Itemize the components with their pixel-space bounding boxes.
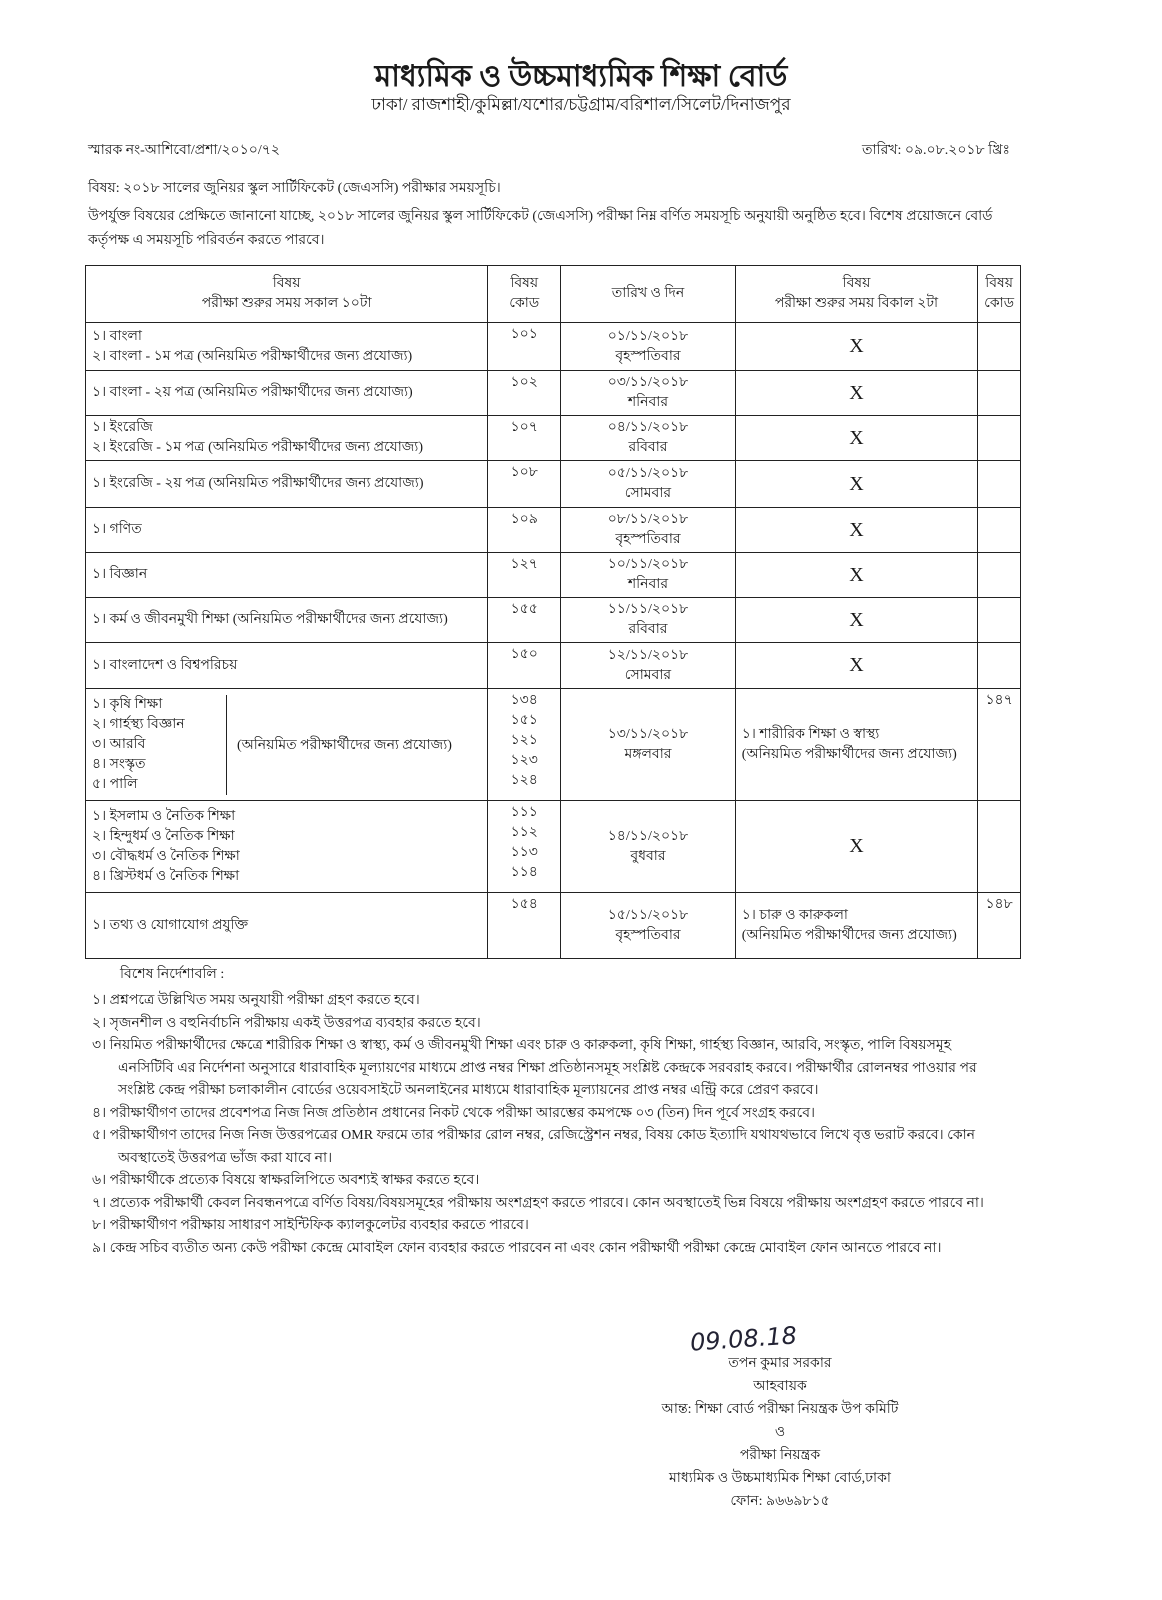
subject-code: ১০৯ xyxy=(510,512,538,527)
afternoon-subject-cell xyxy=(735,508,977,553)
subject-item: ১। ইংরেজি xyxy=(92,420,153,435)
table-row xyxy=(86,461,1021,508)
table-row xyxy=(86,323,1021,371)
morning-subject-cell xyxy=(86,461,488,508)
afternoon-code-cell xyxy=(978,461,1021,508)
morning-subject-cell xyxy=(86,323,488,371)
header-afternoon-subject: বিষয় পরীক্ষা শুরুর সময় বিকাল ২টা xyxy=(735,266,977,323)
no-exam-mark: X xyxy=(849,608,864,631)
subject-item: ১। ইংরেজি - ২য় পত্র (অনিয়মিত পরীক্ষার্থীদের জন্য প্রযোজ্য) xyxy=(92,476,424,491)
board-title: মাধ্যমিক ও উচ্চমাধ্যমিক শিক্ষা বোর্ড xyxy=(374,60,788,93)
instruction-item: ৫। পরীক্ষার্থীগণ তাদের নিজ নিজ উত্তরপত্রের OMR ফরমে তার পরীক্ষার রোল নম্বর, রেজিস্ট্রেশন নম্বর, বিষয় কোড ইত্যাদি যথাযথভাবে লিখে বৃত্ত ভরাট করবে। কোন অবস্থাতেই উত্তরপত্র ভাঁজ করা যাবে না। xyxy=(92,1128,976,1166)
signatory-and: ও xyxy=(774,1425,786,1440)
instruction-item: ৬। পরীক্ষার্থীকে প্রত্যেক বিষয়ে স্বাক্ষরলিপিতে অবশ্যই স্বাক্ষর করতে হবে। xyxy=(92,1173,480,1188)
subject-code: ১২৭ xyxy=(510,557,538,572)
afternoon-code-cell xyxy=(978,508,1021,553)
subject-code: ১৫৪ xyxy=(510,897,538,912)
subject-item: ১। বিজ্ঞান xyxy=(92,567,148,582)
exam-day: রবিবার xyxy=(628,440,668,455)
afternoon-code-cell: ১৪৮ xyxy=(978,893,1021,959)
date-cell xyxy=(561,508,736,553)
morning-subject-cell xyxy=(86,893,488,959)
document-date: তারিখ: ০৯.০৮.২০১৮ খ্রিঃ xyxy=(862,143,1010,158)
afternoon-subject-cell xyxy=(735,598,977,643)
subject-item: ১। বাংলা - ২য় পত্র (অনিয়মিত পরীক্ষার্থীদের জন্য প্রযোজ্য) xyxy=(92,385,413,400)
signatory-role: আহবায়ক xyxy=(753,1379,807,1394)
subject-code: ১১৪ xyxy=(510,865,538,880)
afternoon-subject-cell xyxy=(735,801,977,893)
instruction-item: ৩। নিয়মিত পরীক্ষার্থীদের ক্ষেত্রে শারীরিক শিক্ষা ও স্বাস্থ্য, কর্ম ও জীবনমুখী শিক্ষা এবং চারু ও কারুকলা, কৃষি শিক্ষা, গার্হস্থ্য বিজ্ঞান, আরবি, সংস্কৃত, পালি বিষয়সমূহ এনসিটিবি এর নির্দেশনা অনুসারে ধারাবাহিক মূল্যায়ণের মাধ্যমে প্রাপ্ত নম্বর শিক্ষা প্রতিষ্ঠানসমূহ সংশ্লিষ্ট কেন্দ্রকে সরবরাহ করবে। পরীক্ষার্থীর রোলনম্বর পাওয়ার পর সংশ্লিষ্ট কেন্দ্র পরীক্ষা চলাকালীন বোর্ডের ওয়েবসাইটে অনলাইনের মাধ্যমে ধারাবাহিক মূল্যায়নের প্রাপ্ত নম্বর এন্ট্রি করে প্রেরণ করবে। xyxy=(92,1038,977,1098)
date-cell xyxy=(561,598,736,643)
subject-code: ১১২ xyxy=(510,825,538,840)
signatory-name: তপন কুমার সরকার xyxy=(728,1356,832,1371)
irregular-note: (অনিয়মিত পরীক্ষার্থীদের জন্য প্রযোজ্য) xyxy=(237,737,452,753)
exam-date: ০১/১১/২০১৮ xyxy=(607,328,689,344)
date-cell xyxy=(561,371,736,416)
subject-code: ১৫৫ xyxy=(510,602,538,617)
subject-line: বিষয়: ২০১৮ সালের জুনিয়র স্কুল সার্টিফিকেট (জেএসসি) পরীক্ষার সময়সূচি। xyxy=(88,181,501,196)
instruction-item: ১। প্রশ্নপত্রে উল্লিখিত সময় অনুযায়ী পরীক্ষা গ্রহণ করতে হবে। xyxy=(92,993,420,1008)
memo-number: স্মারক নং-আশিবো/প্রশা/২০১০/৭২ xyxy=(88,143,280,158)
exam-date: ১৪/১১/২০১৮ xyxy=(607,828,689,844)
date-cell xyxy=(561,416,736,461)
date-cell xyxy=(561,643,736,689)
subject-code: ১৩৪ xyxy=(510,693,538,708)
date-cell xyxy=(561,801,736,893)
table-row xyxy=(86,893,1021,959)
instruction-item: ৭। প্রত্যেক পরীক্ষার্থী কেবল নিবন্ধনপত্রে বর্ণিত বিষয়/বিষয়সমূহের পরীক্ষায় অংশগ্রহণ করতে পারবে। কোন অবস্থাতেই ভিন্ন বিষয়ে পরীক্ষায় অংশগ্রহণ করতে পারবে না। xyxy=(92,1195,984,1211)
date-cell xyxy=(561,323,736,371)
exam-day: সোমবার xyxy=(624,486,672,501)
header-date: তারিখ ও দিন xyxy=(561,266,736,323)
table-row xyxy=(86,689,1021,801)
subject-item: ১। কর্ম ও জীবনমুখী শিক্ষা (অনিয়মিত পরীক্ষার্থীদের জন্য প্রযোজ্য) xyxy=(92,612,448,627)
subject-code: ১১৩ xyxy=(510,845,538,860)
subject-group xyxy=(92,697,481,793)
no-exam-mark: X xyxy=(849,426,864,449)
subject-code-cell xyxy=(488,893,561,959)
instruction-item: ৮। পরীক্ষার্থীগণ পরীক্ষায় সাধারণ সাইন্টিফিক ক্যালকুলেটর ব্যবহার করতে পারবে। xyxy=(92,1218,529,1233)
exam-date: ০৮/১১/২০১৮ xyxy=(607,512,689,527)
table-row xyxy=(86,801,1021,893)
exam-day: বৃহস্পতিবার xyxy=(615,532,681,547)
morning-subject-cell xyxy=(86,801,488,893)
subject-code-cell xyxy=(488,461,561,508)
exam-day: শনিবার xyxy=(627,395,669,410)
afternoon-code-cell xyxy=(978,598,1021,643)
subject-item: ২। বাংলা - ১ম পত্র (অনিয়মিত পরীক্ষার্থীদের জন্য প্রযোজ্য) xyxy=(92,348,413,364)
exam-day: বৃহস্পতিবার xyxy=(615,927,681,943)
afternoon-subject: ১। শারীরিক শিক্ষা ও স্বাস্থ্য xyxy=(741,726,880,742)
subject-code: ১০৭ xyxy=(510,420,538,435)
no-exam-mark: X xyxy=(849,835,864,857)
signatory-title: পরীক্ষা নিয়ন্ত্রক xyxy=(739,1448,821,1463)
subject-code: ১২৪ xyxy=(510,773,538,788)
subject-code: ১০৮ xyxy=(510,465,538,480)
subject-item: ২। ইংরেজি - ১ম পত্র (অনিয়মিত পরীক্ষার্থীদের জন্য প্রযোজ্য) xyxy=(92,440,424,455)
subject-code: ১৫১ xyxy=(510,713,538,728)
date-cell xyxy=(561,553,736,598)
subject-item: ১। বাংলাদেশ ও বিশ্বপরিচয় xyxy=(92,657,238,673)
subject-item: ৩। বৌদ্ধধর্ম ও নৈতিক শিক্ষা xyxy=(92,848,240,864)
afternoon-code-cell: ১৪৭ xyxy=(978,689,1021,801)
morning-subject-cell xyxy=(86,553,488,598)
morning-subject-cell xyxy=(86,643,488,689)
exam-day: বৃহস্পতিবার xyxy=(615,348,681,364)
subject-code-cell xyxy=(488,416,561,461)
exam-date: ০৩/১১/২০১৮ xyxy=(607,375,689,390)
subject-list xyxy=(92,695,227,795)
date-cell xyxy=(561,461,736,508)
instructions-list xyxy=(92,990,992,1260)
subject-code-cell xyxy=(488,801,561,893)
no-exam-mark: X xyxy=(849,472,864,495)
table-row xyxy=(86,643,1021,689)
exam-day: শনিবার xyxy=(627,577,669,592)
afternoon-subject-cell xyxy=(735,416,977,461)
table-row xyxy=(86,553,1021,598)
afternoon-code-cell xyxy=(978,643,1021,689)
exam-date: ১২/১১/২০১৮ xyxy=(607,647,689,663)
subject-code-cell xyxy=(488,598,561,643)
afternoon-subject-cell xyxy=(735,461,977,508)
subject-code: ১১১ xyxy=(510,805,538,820)
subject-item: ৪। খ্রিস্টধর্ম ও নৈতিক শিক্ষা xyxy=(92,868,240,884)
subject-code-cell xyxy=(488,643,561,689)
header-code: বিষয় কোড xyxy=(488,266,561,323)
date-cell xyxy=(561,893,736,959)
table-row xyxy=(86,508,1021,553)
afternoon-subject-cell xyxy=(735,553,977,598)
no-exam-mark: X xyxy=(849,563,864,586)
exam-date: ১১/১১/২০১৮ xyxy=(607,602,689,617)
afternoon-code-cell xyxy=(978,371,1021,416)
signatory-phone: ফোন: ৯৬৬৯৮১৫ xyxy=(730,1494,830,1509)
exam-date: ১০/১১/২০১৮ xyxy=(607,557,689,572)
subject-item: ১। গণিত xyxy=(92,522,142,537)
morning-subject-cell xyxy=(86,508,488,553)
afternoon-code-cell xyxy=(978,416,1021,461)
subject-code-cell xyxy=(488,323,561,371)
morning-subject-cell xyxy=(86,371,488,416)
no-exam-mark: X xyxy=(849,381,864,404)
afternoon-code-cell xyxy=(978,553,1021,598)
afternoon-subject: (অনিয়মিত পরীক্ষার্থীদের জন্য প্রযোজ্য) xyxy=(741,746,957,762)
exam-date: ০৪/১১/২০১৮ xyxy=(607,420,689,435)
subject-code: ১২৩ xyxy=(510,753,538,768)
morning-subject-cell xyxy=(86,598,488,643)
exam-date: ০৫/১১/২০১৮ xyxy=(607,466,689,481)
subject-item: ২। হিন্দুধর্ম ও নৈতিক শিক্ষা xyxy=(92,828,235,844)
morning-subject-cell xyxy=(86,689,488,801)
date-cell xyxy=(561,689,736,801)
subject-code-cell xyxy=(488,689,561,801)
instruction-item: ২। সৃজনশীল ও বহুনির্বাচনি পরীক্ষায় একই উত্তরপত্র ব্যবহার করতে হবে। xyxy=(92,1015,481,1031)
table-header-row xyxy=(86,266,1021,323)
afternoon-subject: ১। চারু ও কারুকলা xyxy=(741,907,848,923)
subject-code-cell xyxy=(488,371,561,416)
afternoon-subject-cell xyxy=(735,643,977,689)
morning-subject-cell xyxy=(86,416,488,461)
afternoon-code-cell xyxy=(978,801,1021,893)
afternoon-subject-cell xyxy=(735,689,977,801)
handwritten-signature: 09.08.18 xyxy=(689,1321,798,1357)
subject-item: ১। ইসলাম ও নৈতিক শিক্ষা xyxy=(92,808,236,824)
subject-code: ১৫০ xyxy=(510,647,538,662)
instruction-item: ৪। পরীক্ষার্থীগণ তাদের প্রবেশপত্র নিজ নিজ প্রতিষ্ঠান প্রধানের নিকট থেকে পরীক্ষা আরম্ভের কমপক্ষে ০৩ (তিন) দিন পূর্বে সংগ্রহ করবে। xyxy=(92,1105,816,1121)
no-exam-mark: X xyxy=(849,335,864,357)
signature-block xyxy=(560,1352,1000,1513)
afternoon-code-cell xyxy=(978,323,1021,371)
header-morning-subject: বিষয় পরীক্ষা শুরুর সময় সকাল ১০টা xyxy=(86,266,488,323)
subject-code: ১২১ xyxy=(510,733,538,748)
subject-item: ৪। সংস্কৃত xyxy=(92,756,146,772)
subject-item: ২। গার্হস্থ্য বিজ্ঞান xyxy=(92,716,185,732)
exam-date: ১৫/১১/২০১৮ xyxy=(607,907,689,923)
signatory-office: মাধ্যমিক ও উচ্চমাধ্যমিক শিক্ষা বোর্ড,ঢাকা xyxy=(669,1471,891,1486)
afternoon-subject-cell xyxy=(735,893,977,959)
subject-code-cell xyxy=(488,508,561,553)
subject-item: ১। তথ্য ও যোগাযোগ প্রযুক্তি xyxy=(92,917,249,933)
exam-date: ১৩/১১/২০১৮ xyxy=(607,726,689,742)
no-exam-mark: X xyxy=(849,654,864,676)
exam-day: মঙ্গলবার xyxy=(624,746,672,762)
exam-day: বুধবার xyxy=(630,848,666,864)
afternoon-subject: (অনিয়মিত পরীক্ষার্থীদের জন্য প্রযোজ্য) xyxy=(741,927,957,943)
header-afternoon-code: বিষয় কোড xyxy=(978,266,1021,323)
no-exam-mark: X xyxy=(849,518,864,541)
subject-item: ১। কৃষি শিক্ষা xyxy=(92,696,163,712)
table-row xyxy=(86,371,1021,416)
subject-code: ১০২ xyxy=(510,375,538,390)
subject-code-cell xyxy=(488,553,561,598)
exam-schedule-table xyxy=(85,265,1021,959)
table-row xyxy=(86,598,1021,643)
subject-item: ৩। আরবি xyxy=(92,736,146,752)
afternoon-subject-cell xyxy=(735,323,977,371)
afternoon-subject-cell xyxy=(735,371,977,416)
subject-item: ১। বাংলা xyxy=(92,328,142,344)
exam-day: সোমবার xyxy=(624,667,672,683)
signatory-committee: আন্ত: শিক্ষা বোর্ড পরীক্ষা নিয়ন্ত্রক উপ কমিটি xyxy=(661,1402,899,1417)
board-locations: ঢাকা/ রাজশাহী/কুমিল্লা/যশোর/চট্টগ্রাম/বরিশাল/সিলেট/দিনাজপুর xyxy=(371,95,791,114)
intro-paragraph: উপর্যুক্ত বিষয়ের প্রেক্ষিতে জানানো যাচ্ছে, ২০১৮ সালের জুনিয়র স্কুল সার্টিফিকেট (জেএসসি) পরীক্ষা নিম্ন বর্ণিত সময়সূচি অনুযায়ী অনুষ্ঠিত হবে। বিশেষ প্রয়োজনে বোর্ড কর্তৃপক্ষ এ সময়সূচি পরিবর্তন করতে পারবে। xyxy=(88,209,993,248)
subject-item: ৫। পালি xyxy=(92,776,138,792)
instructions-title: বিশেষ নির্দেশাবলি : xyxy=(120,967,225,982)
table-row xyxy=(86,416,1021,461)
instruction-item: ৯। কেন্দ্র সচিব ব্যতীত অন্য কেউ পরীক্ষা কেন্দ্রে মোবাইল ফোন ব্যবহার করতে পারবেন না এবং কোন পরীক্ষার্থী পরীক্ষা কেন্দ্রে মোবাইল ফোন আনতে পারবে না। xyxy=(92,1240,942,1256)
subject-code: ১০১ xyxy=(510,327,538,342)
exam-day: রবিবার xyxy=(628,622,668,637)
